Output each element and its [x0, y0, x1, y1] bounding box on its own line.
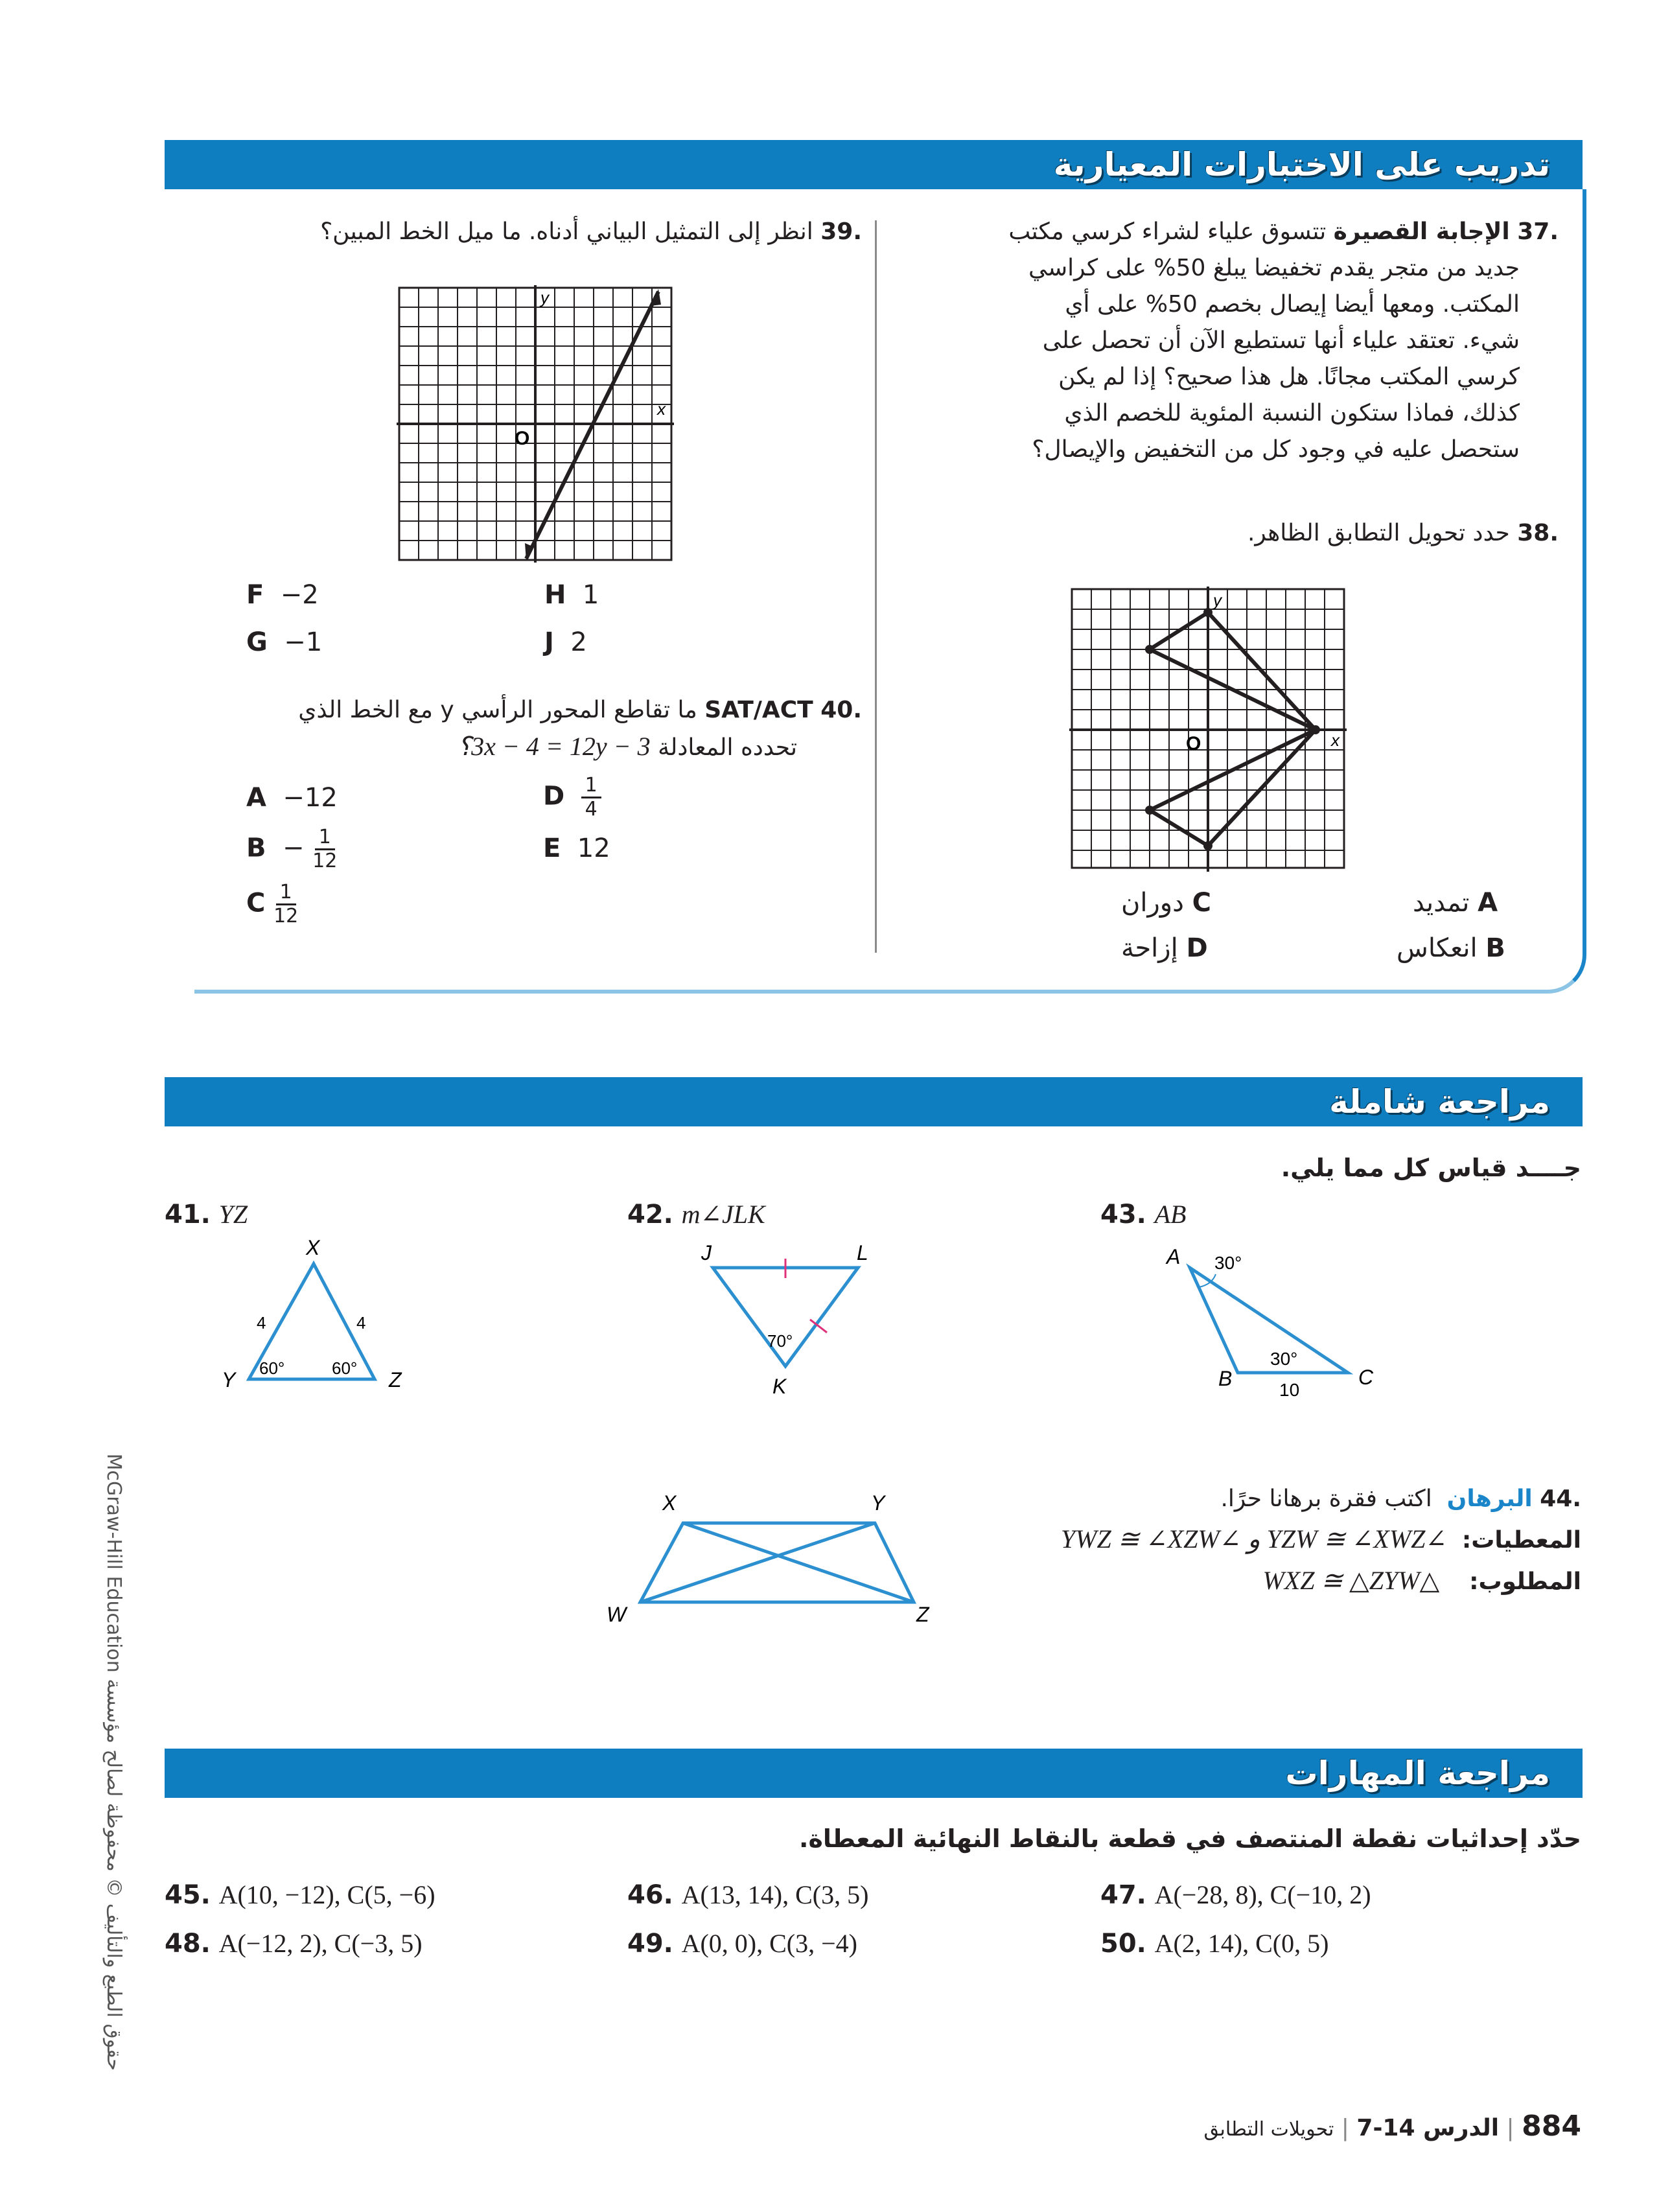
- choice-F: F −2: [246, 580, 319, 610]
- q39-coordinate-graph: [397, 285, 675, 564]
- question-expr: m∠JLK: [681, 1200, 765, 1229]
- question-text: تحدده المعادلة: [658, 734, 797, 761]
- lesson-label: الدرس 14-7: [1356, 2115, 1500, 2141]
- equation: 3x − 4 = 12y − 3؟: [457, 732, 651, 761]
- exercise-46: 46. A(13, 14), C(3, 5): [627, 1880, 869, 1910]
- origin-label: O: [515, 428, 530, 449]
- choice-C: C $\frac{1}{12}$: [246, 881, 299, 927]
- svg-text:4: 4: [356, 1313, 366, 1333]
- choice-J: J 2: [544, 627, 587, 657]
- given-statement: ∠YZW ≅ ∠XWZ و ∠YWZ ≅ ∠XZW: [1060, 1524, 1447, 1554]
- question-label: البرهان: [1446, 1485, 1533, 1512]
- question-number: 41.: [165, 1200, 211, 1229]
- column-divider: [875, 220, 877, 953]
- svg-text:4: 4: [257, 1313, 266, 1333]
- svg-text:J: J: [701, 1241, 712, 1264]
- svg-text:30°: 30°: [1214, 1253, 1242, 1273]
- exercise-47: 47. A(−28, 8), C(−10, 2): [1100, 1880, 1371, 1910]
- question-text: اكتب فقرة برهانا حرًا.: [1220, 1485, 1432, 1512]
- copyright-side-text: حقوق الطبع والتأليف © محفوظة لصالح مؤسسة McGraw-Hill Education: [102, 1453, 125, 2071]
- question-number: .40: [820, 697, 862, 723]
- question-line: المكتب. ومعها أيضا إيصال بخصم 50% على أي: [1065, 291, 1520, 318]
- question-text: ما تقاطع المحور الرأسي y مع الخط الذي: [298, 697, 697, 723]
- svg-text:10: 10: [1279, 1380, 1300, 1400]
- choice-H: H 1: [544, 580, 599, 610]
- question-37: [898, 214, 1559, 468]
- axis-x-label: x: [657, 399, 666, 419]
- question-expr: AB: [1154, 1200, 1187, 1229]
- question-line: تتسوق علياء لشراء كرسي مكتب: [1008, 218, 1327, 245]
- question-line: جديد من متجر يقدم تخفيضا يبلغ 50% على كراسي: [1028, 255, 1520, 281]
- instruction: حدّد إحداثيات نقطة المنتصف في قطعة بالنقاط النهائية المعطاة.: [799, 1824, 1581, 1853]
- exercise-50: 50. A(2, 14), C(0, 5): [1100, 1929, 1329, 1959]
- question-tag: SAT/ACT: [704, 697, 813, 723]
- prove-statement: △WXZ ≅ △ZYW: [1262, 1566, 1440, 1595]
- question-number: .44: [1540, 1485, 1581, 1512]
- q43-triangle: [1154, 1238, 1387, 1406]
- choice-B: B انعكاس: [1397, 933, 1505, 963]
- page-number: 884: [1522, 2110, 1581, 2143]
- svg-text:60°: 60°: [332, 1358, 358, 1378]
- question-line: كرسي المكتب مجانًا. هل هذا صحيح؟ إذا لم يكن: [1058, 364, 1520, 390]
- svg-text:C: C: [1358, 1366, 1374, 1389]
- given-label: المعطيات:: [1461, 1527, 1581, 1554]
- question-number: 42.: [627, 1200, 673, 1229]
- footer: 884 | الدرس 14-7 | تحويلات التطابق: [1203, 2110, 1581, 2143]
- section-header-skills-review: [165, 1749, 1583, 1798]
- instruction: جــــد قياس كل مما يلي.: [1281, 1154, 1581, 1182]
- svg-text:L: L: [857, 1241, 868, 1264]
- question-43: [1100, 1199, 1186, 1229]
- section-header-standardized-test: [165, 140, 1583, 189]
- question-number: 43.: [1100, 1200, 1146, 1229]
- q41-triangle: [207, 1231, 415, 1400]
- question-line: ستحصل عليه في وجود كل من التخفيض والإيصال؟: [1032, 436, 1520, 463]
- svg-text:Z: Z: [916, 1603, 929, 1626]
- question-40: [214, 692, 862, 766]
- svg-text:Y: Y: [222, 1368, 236, 1391]
- svg-text:60°: 60°: [259, 1358, 285, 1378]
- question-expr: YZ: [218, 1200, 248, 1229]
- section-title: مراجعة شاملة: [1329, 1083, 1550, 1121]
- question-41: [165, 1199, 248, 1229]
- exercise-45: 45. A(10, −12), C(5, −6): [165, 1880, 435, 1910]
- section-header-spiral-review: [165, 1077, 1583, 1126]
- question-38: [898, 515, 1559, 552]
- choice-C: C دوران: [1121, 888, 1212, 918]
- svg-text:Z: Z: [389, 1368, 402, 1391]
- section-title: مراجعة المهارات: [1285, 1754, 1550, 1792]
- question-39: [214, 214, 862, 250]
- choice-A: A تمديد: [1413, 888, 1498, 918]
- question-44: [933, 1479, 1581, 1602]
- lesson-title: تحويلات التطابق: [1203, 2118, 1334, 2141]
- question-number: .38: [1517, 520, 1559, 546]
- choice-G: G −1: [246, 627, 323, 657]
- prove-label: المطلوب:: [1469, 1568, 1581, 1595]
- svg-text:Y: Y: [871, 1491, 885, 1515]
- svg-text:A: A: [1166, 1245, 1181, 1268]
- choice-E: E 12: [543, 833, 610, 863]
- svg-text:W: W: [607, 1603, 627, 1626]
- question-text: حدد تحويل التطابق الظاهر.: [1247, 520, 1510, 546]
- svg-text:B: B: [1218, 1367, 1233, 1390]
- question-42: [627, 1199, 765, 1229]
- section-title: تدريب على الاختبارات المعيارية: [1053, 146, 1550, 183]
- axis-y-label: y: [1213, 590, 1222, 610]
- q44-figure: [596, 1484, 946, 1633]
- q42-triangle: [687, 1238, 894, 1406]
- origin-label: O: [1186, 733, 1201, 754]
- exercise-49: 49. A(0, 0), C(3, −4): [627, 1929, 857, 1959]
- choice-D: D $\frac{1}{4}$: [543, 774, 601, 821]
- svg-text:70°: 70°: [767, 1331, 793, 1351]
- choice-B: B − $\frac{1}{12}$: [246, 826, 338, 872]
- choice-A: A −12: [246, 783, 338, 813]
- axis-y-label: y: [540, 288, 549, 307]
- axis-x-label: x: [1331, 730, 1340, 750]
- question-label: الإجابة القصيرة: [1333, 218, 1510, 245]
- svg-text:30°: 30°: [1270, 1349, 1298, 1369]
- choice-D: D إزاحة: [1121, 933, 1208, 963]
- question-number: .37: [1517, 218, 1559, 245]
- question-line: كذلك، فماذا ستكون النسبة المئوية للخصم الذي: [1064, 400, 1520, 426]
- exercise-48: 48. A(−12, 2), C(−3, 5): [165, 1929, 423, 1959]
- question-text: انظر إلى التمثيل البياني أدناه. ما ميل الخط المبين؟: [320, 218, 813, 245]
- svg-text:X: X: [306, 1236, 320, 1259]
- question-line: شيء. تعتقد علياء أنها تستطيع الآن أن تحصل على: [1042, 327, 1520, 354]
- svg-text:K: K: [772, 1375, 787, 1398]
- svg-text:X: X: [662, 1491, 677, 1515]
- question-number: .39: [820, 218, 862, 245]
- q38-coordinate-graph: [1069, 587, 1348, 872]
